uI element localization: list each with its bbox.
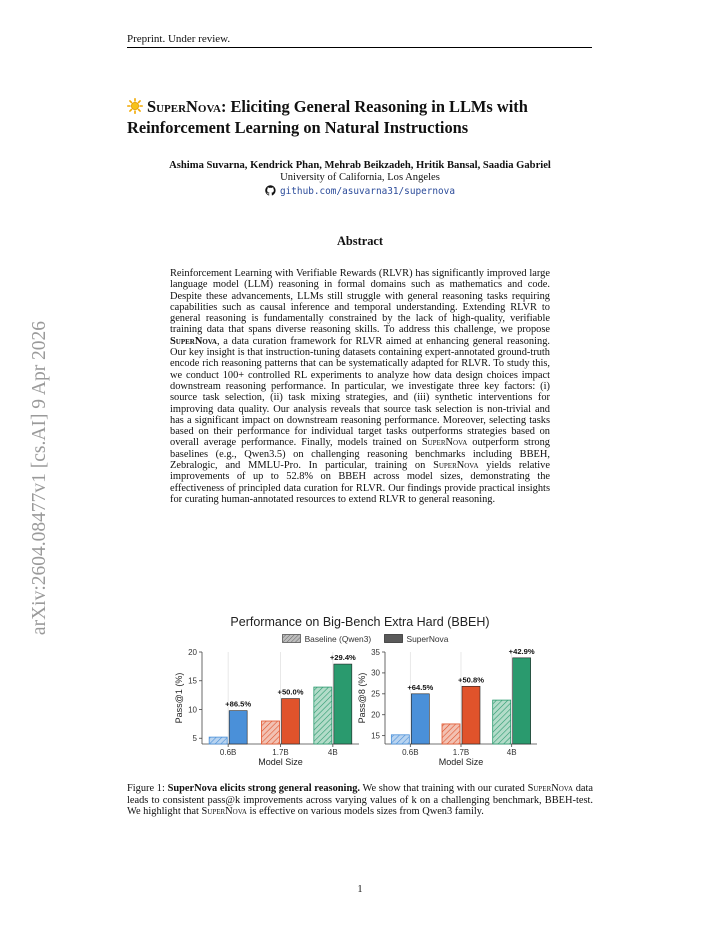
y-axis-label: Pass@1 (%) — [174, 672, 184, 724]
y-tick-label: 35 — [371, 647, 380, 657]
chart-panel-pass8 — [357, 647, 537, 767]
github-link[interactable]: github.com/asuvarna31/supernova — [280, 186, 455, 197]
affiliation: University of California, Los Angeles — [280, 172, 440, 183]
bar-baseline — [391, 735, 409, 744]
arxiv-stamp — [28, 272, 52, 684]
data-label: +86.5% — [225, 699, 252, 709]
y-tick-label: 10 — [188, 705, 197, 715]
bar-baseline — [442, 724, 460, 744]
bar-supernova — [334, 664, 352, 744]
legend-swatch-supernova — [384, 634, 403, 643]
data-label: +29.4% — [329, 653, 356, 663]
figure-legend — [127, 633, 593, 644]
y-tick-label: 5 — [192, 734, 197, 744]
github-link-row — [127, 185, 593, 198]
data-label: +42.9% — [508, 646, 535, 656]
figure-title: Performance on Big-Bench Extra Hard (BBEH) — [230, 615, 490, 629]
caption-text-2: data leads to consistent pass@k improvements across varying values of k on a challenging benchmark, BBEH-test. We highlight that — [127, 783, 593, 818]
x-tick-label: 1.7B — [452, 748, 470, 757]
x-axis-label: Model Size — [258, 757, 303, 767]
x-tick-label: 4B — [327, 748, 338, 757]
figure-caption — [127, 783, 593, 818]
abstract-method-name: SuperNova — [170, 335, 217, 347]
page-number: 1 — [357, 884, 363, 895]
header-rule — [127, 47, 592, 48]
y-tick-label: 25 — [371, 689, 380, 699]
bar-supernova — [462, 686, 480, 744]
legend-label-supernova: SuperNova — [406, 633, 449, 644]
bar-supernova — [229, 711, 247, 744]
author-list: Ashima Suvarna, Kendrick Phan, Mehrab Beikzadeh, Hritik Bansal, Saadia Gabriel — [169, 160, 551, 171]
y-tick-label: 20 — [188, 647, 197, 657]
abstract-text-4: yields relative improvements of up to 52.8% on BBEH across model sizes, demonstrating the effectiveness of principled data curation for RLVR. Our findings provide practical insights for curating human-annotated resources to extend RLVR to general reasoning. — [170, 460, 550, 505]
bar-supernova — [411, 694, 429, 744]
y-tick-label: 15 — [188, 676, 197, 686]
caption-text-3: is effective on various models sizes from Qwen3 family. — [246, 806, 484, 818]
x-tick-label: 4B — [506, 748, 517, 757]
caption-text-1: We show that training with our curated — [360, 783, 528, 794]
bar-baseline — [262, 721, 280, 744]
caption-method-name: SuperNova — [527, 783, 574, 794]
bar-baseline — [209, 737, 227, 744]
bar-supernova — [513, 658, 531, 744]
caption-method-name: SuperNova — [201, 806, 247, 818]
paper-title — [127, 96, 597, 138]
title-name: SuperNova — [147, 97, 221, 116]
abstract-method-name: SuperNova — [433, 460, 479, 472]
abstract-text-2: , a data curation framework for RLVR aimed at enhancing general reasoning. Our key insight is that instruction-tuning datasets containing expert-annotated ground-truth encode rich reasoning patterns that can be systematically adapted for RLVR. To study this, we conduct 100+ controlled RL experiments to analyze how data design choices impact downstream reasoning performance. In particular, we investigate three key factors: (i) source task selection, (ii) task mixing strategies, and (iii) synthetic interventions for improving data quality. Our analysis reveals that source task selection is non-trivial and has a significant impact on downstream reasoning performance. Moreover, selecting tasks based on their performance for individual target tasks outperforms strategies based on overall average performance. Finally, models trained on — [170, 335, 550, 449]
caption-label: Figure 1: — [127, 783, 165, 794]
bar-baseline — [314, 687, 332, 744]
github-icon — [265, 185, 276, 196]
caption-bold: SuperNova elicits strong general reasoning. — [167, 783, 361, 794]
data-label: +50.8% — [458, 675, 484, 685]
abstract-text-3: outperform strong baselines (e.g., Qwen3.5) on challenging reasoning benchmarks including BBEH, Zebralogic, and MMLU-Pro. In particular, training on — [170, 437, 550, 472]
legend-swatch-baseline — [282, 634, 301, 643]
data-label: +50.0% — [277, 687, 304, 697]
running-header: Preprint. Under review. — [127, 33, 231, 45]
y-tick-label: 15 — [371, 731, 380, 741]
title-rest: : Eliciting General Reasoning in LLMs with Reinforcement Learning on Natural Instructions — [127, 97, 528, 137]
data-label: +64.5% — [407, 682, 434, 692]
abstract-text-1: Reinforcement Learning with Verifiable Rewards (RLVR) has significantly improved large language model (LLM) reasoning in formal domains such as mathematics and code. Despite these advancements, LLMs still struggle with general reasoning tasks requiring capabilities such as causal inference and temporal understanding. Extending RLVR to general reasoning is fundamentally constrained by the lack of high-quality, verifiable training data that spans diverse reasoning skills. To address this challenge, we propose — [170, 268, 550, 336]
bar-baseline — [493, 700, 511, 744]
chart-panel-pass1 — [174, 648, 359, 767]
x-tick-label: 0.6B — [402, 748, 419, 757]
abstract-heading: Abstract — [336, 234, 384, 248]
x-tick-label: 0.6B — [219, 748, 237, 757]
y-tick-label: 30 — [371, 668, 380, 678]
bar-supernova — [282, 699, 300, 744]
sun-icon — [127, 98, 143, 114]
x-axis-label: Model Size — [438, 757, 484, 767]
arxiv-id: arXiv:2604.08477v1 [cs.AI] 9 Apr 2026 — [29, 320, 50, 636]
bbeh-bar-charts — [127, 645, 593, 771]
y-tick-label: 20 — [371, 710, 380, 720]
legend-label-baseline: Baseline (Qwen3) — [304, 633, 372, 644]
y-axis-label: Pass@8 (%) — [357, 672, 367, 724]
abstract-body — [170, 268, 550, 505]
abstract-method-name: SuperNova — [421, 437, 468, 449]
x-tick-label: 1.7B — [272, 748, 289, 757]
